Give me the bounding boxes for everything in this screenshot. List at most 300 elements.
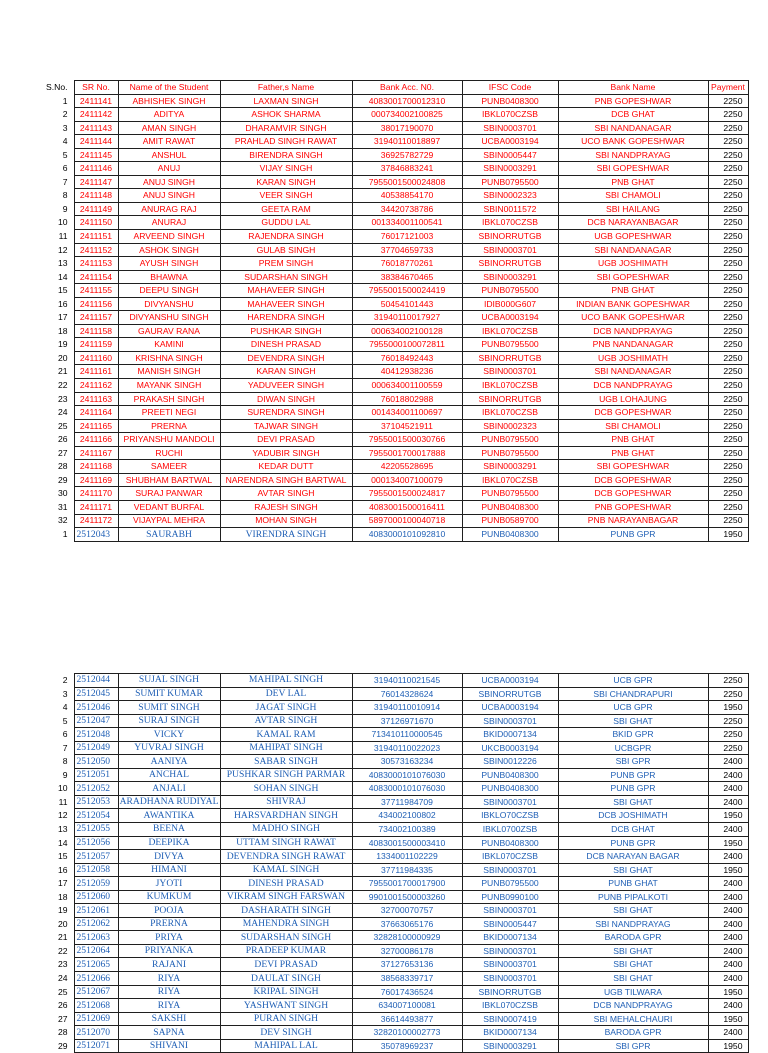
cell-sr-no: 2411146 (74, 162, 118, 176)
table-row (44, 809, 748, 823)
cell-father-name: LAXMAN SINGH (220, 94, 352, 108)
cell-bank-name: PUNB PIPALKOTI (558, 890, 708, 904)
cell-sr-no: 2512055 (74, 823, 118, 837)
cell-ifsc-code: IBKL070CZSB (462, 473, 558, 487)
cell-bank-name: PNB NANDANAGAR (558, 338, 708, 352)
table-row (44, 392, 748, 406)
cell-father-name: DINESH PRASAD (220, 338, 352, 352)
cell-payment: 2250 (708, 324, 748, 338)
table-row (44, 121, 748, 135)
cell-ifsc-code: BKID0007134 (462, 728, 558, 742)
student-payment-table-2 (44, 673, 749, 1053)
cell-student-name: KUMKUM (118, 890, 220, 904)
cell-ifsc-code: PUNB0408300 (462, 836, 558, 850)
cell-bank-account: 32820100002773 (352, 1026, 462, 1040)
cell-student-name: PRIYANSHU MANDOLI (118, 433, 220, 447)
cell-bank-name: PNB GOPESHWAR (558, 94, 708, 108)
cell-ifsc-code: SBINORRUTGB (462, 257, 558, 271)
cell-sr-no: 2411159 (74, 338, 118, 352)
cell-father-name: GUDDU LAL (220, 216, 352, 230)
cell-payment: 1950 (708, 985, 748, 999)
cell-payment: 2250 (708, 94, 748, 108)
cell-student-name: SURAJ SINGH (118, 714, 220, 728)
table-row (44, 351, 748, 365)
cell-father-name: AVTAR SINGH (220, 487, 352, 501)
cell-student-name: POOJA (118, 904, 220, 918)
table-row (44, 958, 748, 972)
cell-bank-name: DCB GHAT (558, 108, 708, 122)
cell-ifsc-code: SBIN0003291 (462, 460, 558, 474)
cell-father-name: SHIVRAJ (220, 795, 352, 809)
cell-bank-account: 36925782729 (352, 148, 462, 162)
cell-bank-name: UCB GPR (558, 701, 708, 715)
table-row (44, 338, 748, 352)
cell-payment: 2250 (708, 121, 748, 135)
table-row (44, 311, 748, 325)
cell-bank-name: SBI CHANDRAPURI (558, 687, 708, 701)
cell-payment: 1950 (708, 528, 748, 542)
cell-bank-account: 76018802988 (352, 392, 462, 406)
cell-sno: 14 (57, 271, 68, 282)
cell-father-name: DEVI PRASAD (220, 433, 352, 447)
table-row (44, 473, 748, 487)
table-row (44, 406, 748, 420)
cell-payment: 2400 (708, 999, 748, 1013)
cell-student-name: ARVEEND SINGH (118, 230, 220, 244)
cell-sr-no: 2411160 (74, 351, 118, 365)
cell-bank-name: SBI GPR (558, 1039, 708, 1053)
cell-bank-name: PUNB GPR (558, 836, 708, 850)
cell-sr-no: 2512049 (74, 741, 118, 755)
cell-ifsc-code: PUNB0795500 (462, 338, 558, 352)
cell-father-name: KRIPAL SINGH (220, 985, 352, 999)
cell-payment: 2400 (708, 890, 748, 904)
cell-student-name: VEDANT BURFAL (118, 500, 220, 514)
cell-sno: 8 (62, 756, 68, 767)
cell-sr-no: 2411169 (74, 473, 118, 487)
cell-bank-account: 7955001700017888 (352, 446, 462, 460)
cell-student-name: BEENA (118, 823, 220, 837)
cell-bank-account: 38568339717 (352, 972, 462, 986)
cell-bank-account: 434002100802 (352, 809, 462, 823)
cell-student-name: PREETI NEGI (118, 406, 220, 420)
cell-father-name: PRAHLAD SINGH RAWAT (220, 135, 352, 149)
cell-bank-account: 713410110000545 (352, 728, 462, 742)
cell-sno: 11 (58, 230, 68, 241)
table-row (44, 257, 748, 271)
cell-bank-name: PNB GHAT (558, 433, 708, 447)
cell-father-name: HARSVARDHAN SINGH (220, 809, 352, 823)
table-row (44, 135, 748, 149)
cell-bank-account: 38384670465 (352, 270, 462, 284)
cell-sno: 17 (57, 312, 68, 323)
cell-student-name: DIVYA (118, 850, 220, 864)
cell-sr-no: 2512061 (74, 904, 118, 918)
table-row (44, 714, 748, 728)
cell-bank-account: 42205528695 (352, 460, 462, 474)
cell-payment: 2250 (708, 487, 748, 501)
cell-sr-no: 2411165 (74, 419, 118, 433)
table-row (44, 487, 748, 501)
cell-payment: 2250 (708, 514, 748, 528)
cell-sno: 25 (57, 420, 68, 431)
cell-student-name: MANISH SINGH (118, 365, 220, 379)
cell-bank-account: 4083000101076030 (352, 768, 462, 782)
cell-payment: 2250 (708, 148, 748, 162)
cell-payment: 2250 (708, 473, 748, 487)
table-row (44, 365, 748, 379)
table-row (44, 904, 748, 918)
cell-bank-account: 1334001102229 (352, 850, 462, 864)
cell-father-name: DASHARATH SINGH (220, 904, 352, 918)
cell-student-name: ANUJ (118, 162, 220, 176)
cell-bank-account: 31940110021545 (352, 674, 462, 688)
cell-sr-no: 2512051 (74, 768, 118, 782)
cell-student-name: ANUJ SINGH (118, 189, 220, 203)
cell-payment: 2400 (708, 904, 748, 918)
cell-bank-name: DCB NANDPRAYAG (558, 999, 708, 1013)
cell-ifsc-code: SBIN0011572 (462, 202, 558, 216)
cell-bank-name: PNB GHAT (558, 446, 708, 460)
cell-sno: 19 (57, 339, 68, 350)
cell-sr-no: 2512066 (74, 972, 118, 986)
cell-payment: 1950 (708, 809, 748, 823)
cell-sr-no: 2512043 (74, 528, 118, 542)
cell-ifsc-code: PUNB0990100 (462, 890, 558, 904)
cell-sr-no: 2512052 (74, 782, 118, 796)
cell-father-name: DEVENDRA SINGH (220, 351, 352, 365)
cell-ifsc-code: SBIN0003701 (462, 243, 558, 257)
cell-payment: 2400 (708, 958, 748, 972)
cell-father-name: BIRENDRA SINGH (220, 148, 352, 162)
cell-father-name: VIRENDRA SINGH (220, 528, 352, 542)
cell-ifsc-code: UCBA0003194 (462, 135, 558, 149)
cell-bank-account: 4083000101092810 (352, 528, 462, 542)
cell-father-name: HARENDRA SINGH (220, 311, 352, 325)
cell-sno: 22 (57, 380, 68, 390)
cell-payment: 2250 (708, 741, 748, 755)
cell-ifsc-code: SBIN0007419 (462, 1012, 558, 1026)
cell-sr-no: 2411171 (74, 500, 118, 514)
cell-student-name: KAMINI (118, 338, 220, 352)
cell-father-name: MADHO SINGH (220, 823, 352, 837)
cell-ifsc-code: UCBA0003194 (462, 311, 558, 325)
cell-payment: 2250 (708, 365, 748, 379)
cell-father-name: SOHAN SINGH (220, 782, 352, 796)
cell-sr-no: 2512044 (74, 674, 118, 688)
cell-sno: 9 (62, 769, 68, 780)
cell-bank-account: 50454101443 (352, 297, 462, 311)
cell-student-name: ADITYA (118, 108, 220, 122)
cell-bank-account: 37711984709 (352, 795, 462, 809)
cell-sno: 10 (57, 783, 68, 794)
cell-bank-account: 734002100389 (352, 823, 462, 837)
cell-ifsc-code: SBIN0003701 (462, 365, 558, 379)
cell-bank-name: SBI CHAMOLI (558, 189, 708, 203)
cell-payment: 2250 (708, 216, 748, 230)
cell-student-name: ANSHUL (118, 148, 220, 162)
cell-bank-name: BARODA GPR (558, 931, 708, 945)
cell-sno: 4 (62, 702, 68, 713)
cell-payment: 2400 (708, 755, 748, 769)
table-row (44, 175, 748, 189)
cell-sr-no: 2512059 (74, 877, 118, 891)
cell-payment: 1950 (708, 1012, 748, 1026)
cell-sr-no: 2512064 (74, 944, 118, 958)
cell-father-name: MAHAVEER SINGH (220, 284, 352, 298)
table-row (44, 877, 748, 891)
cell-father-name: DIWAN SINGH (220, 392, 352, 406)
cell-sno: 25 (57, 986, 68, 997)
cell-bank-name: PUNB GPR (558, 528, 708, 542)
header-payment: Payment (708, 81, 748, 95)
cell-bank-name: DCB JOSHIMATH (558, 809, 708, 823)
table-row (44, 284, 748, 298)
cell-sno: 24 (57, 407, 68, 418)
cell-sno: 17 (57, 878, 68, 889)
cell-payment: 2250 (708, 202, 748, 216)
cell-ifsc-code: SBIN0003701 (462, 972, 558, 986)
cell-ifsc-code: SBIN0003291 (462, 270, 558, 284)
cell-bank-account: 4083001500016411 (352, 500, 462, 514)
cell-sno: 3 (62, 688, 68, 699)
cell-ifsc-code: IBKL070CZSB (462, 379, 558, 393)
cell-father-name: VIJAY SINGH (220, 162, 352, 176)
cell-sr-no: 2411154 (74, 270, 118, 284)
cell-student-name: PRERNA (118, 917, 220, 931)
cell-bank-account: 40538854170 (352, 189, 462, 203)
cell-payment: 2400 (708, 917, 748, 931)
cell-student-name: DEEPIKA (118, 836, 220, 850)
cell-bank-name: DCB GOPESHWAR (558, 406, 708, 420)
table-row (44, 514, 748, 528)
cell-student-name: SAMEER (118, 460, 220, 474)
cell-sno: 29 (57, 474, 68, 485)
cell-bank-account: 5897000100040718 (352, 514, 462, 528)
cell-student-name: ABHISHEK SINGH (118, 94, 220, 108)
table-row (44, 972, 748, 986)
cell-sr-no: 2512065 (74, 958, 118, 972)
cell-sno: 13 (57, 823, 68, 834)
cell-ifsc-code: IBKL0700ZSB (462, 823, 558, 837)
cell-bank-name: SBI GHAT (558, 714, 708, 728)
table-row (44, 528, 748, 542)
cell-student-name: SAURABH (118, 528, 220, 542)
cell-sr-no: 2512050 (74, 755, 118, 769)
cell-ifsc-code: SBIN0003701 (462, 944, 558, 958)
cell-sno: 2 (62, 674, 68, 685)
cell-bank-name: SBI GOPESHWAR (558, 270, 708, 284)
cell-father-name: KAMAL RAM (220, 728, 352, 742)
cell-sno: 4 (62, 136, 68, 147)
cell-payment: 1950 (708, 701, 748, 715)
table-row (44, 379, 748, 393)
cell-father-name: MAHIPAT SINGH (220, 741, 352, 755)
cell-sno: 28 (57, 1027, 68, 1038)
cell-sr-no: 2411162 (74, 379, 118, 393)
table-row (44, 823, 748, 837)
cell-payment: 2400 (708, 850, 748, 864)
cell-bank-name: PNB GHAT (558, 175, 708, 189)
cell-father-name: JAGAT SINGH (220, 701, 352, 715)
cell-ifsc-code: PUNB0408300 (462, 768, 558, 782)
cell-father-name: YADUBIR SINGH (220, 446, 352, 460)
cell-bank-account: 37663065176 (352, 917, 462, 931)
cell-bank-account: 7955001500030766 (352, 433, 462, 447)
cell-sno: 23 (57, 959, 68, 970)
table-row (44, 148, 748, 162)
table-row (44, 324, 748, 338)
cell-sr-no: 2512070 (74, 1026, 118, 1040)
cell-payment: 2400 (708, 768, 748, 782)
cell-ifsc-code: SBIN0002323 (462, 419, 558, 433)
cell-sno: 26 (57, 434, 68, 445)
cell-ifsc-code: SBINORRUTGB (462, 687, 558, 701)
cell-bank-name: PUNB GPR (558, 768, 708, 782)
cell-sr-no: 2411148 (74, 189, 118, 203)
cell-sr-no: 2411170 (74, 487, 118, 501)
cell-ifsc-code: SBIN0003701 (462, 958, 558, 972)
cell-bank-name: SBI NANDANAGAR (558, 243, 708, 257)
cell-payment: 2250 (708, 338, 748, 352)
cell-bank-account: 31940110017927 (352, 311, 462, 325)
cell-bank-name: SBI GOPESHWAR (558, 162, 708, 176)
cell-ifsc-code: IBKLO70CZSB (462, 809, 558, 823)
cell-sr-no: 2512053 (74, 795, 118, 809)
cell-sno: 23 (57, 393, 68, 404)
cell-bank-name: UCO BANK GOPESHWAR (558, 135, 708, 149)
table-row (44, 863, 748, 877)
cell-sno: 28 (57, 461, 68, 472)
cell-student-name: VICKY (118, 728, 220, 742)
cell-sr-no: 2512068 (74, 999, 118, 1013)
cell-sno: 26 (57, 1000, 68, 1011)
cell-father-name: DEVI PRASAD (220, 958, 352, 972)
cell-father-name: NARENDRA SINGH BARTWAL (220, 473, 352, 487)
cell-sno: 16 (57, 864, 68, 875)
cell-student-name: SHIVANI (118, 1039, 220, 1053)
cell-father-name: MAHIPAL LAL (220, 1039, 352, 1053)
cell-sno: 15 (57, 851, 68, 862)
cell-father-name: TAJWAR SINGH (220, 419, 352, 433)
cell-sno: 10 (57, 217, 68, 228)
cell-sno: 20 (57, 918, 68, 929)
cell-ifsc-code: PUNB0795500 (462, 446, 558, 460)
cell-sno: 3 (62, 122, 68, 133)
cell-payment: 2250 (708, 500, 748, 514)
cell-student-name: SAKSHI (118, 1012, 220, 1026)
cell-student-name: AYUSH SINGH (118, 257, 220, 271)
cell-ifsc-code: SBIN0002323 (462, 189, 558, 203)
cell-sno: 16 (57, 298, 68, 309)
cell-father-name: KARAN SINGH (220, 175, 352, 189)
table-row (44, 687, 748, 701)
cell-payment: 2400 (708, 795, 748, 809)
cell-sno: 14 (57, 837, 68, 848)
cell-bank-name: SBI HAILANG (558, 202, 708, 216)
cell-ifsc-code: SBIN0012226 (462, 755, 558, 769)
cell-bank-name: DCB NANDPRAYAG (558, 324, 708, 338)
cell-father-name: MAHENDRA SINGH (220, 917, 352, 931)
cell-sr-no: 2411161 (74, 365, 118, 379)
cell-payment: 2400 (708, 972, 748, 986)
cell-father-name: RAJENDRA SINGH (220, 230, 352, 244)
cell-bank-name: UGB JOSHIMATH (558, 351, 708, 365)
cell-bank-account: 37127653136 (352, 958, 462, 972)
table-row (44, 728, 748, 742)
cell-bank-name: SBI GPR (558, 755, 708, 769)
cell-sno: 21 (57, 932, 68, 943)
cell-ifsc-code: PUNB0795500 (462, 877, 558, 891)
cell-ifsc-code: PUNB0795500 (462, 433, 558, 447)
cell-sno: 12 (57, 810, 68, 821)
cell-sr-no: 2411152 (74, 243, 118, 257)
cell-bank-name: SBI MEHALCHAURI (558, 1012, 708, 1026)
cell-father-name: PUSHKAR SINGH (220, 324, 352, 338)
cell-bank-name: SBI GHAT (558, 795, 708, 809)
cell-bank-account: 34420738786 (352, 202, 462, 216)
table-row (44, 944, 748, 958)
cell-student-name: ANUJ SINGH (118, 175, 220, 189)
cell-ifsc-code: BKID0007134 (462, 1026, 558, 1040)
cell-ifsc-code: PUNB0408300 (462, 500, 558, 514)
cell-bank-account: 37704659733 (352, 243, 462, 257)
cell-payment: 2400 (708, 823, 748, 837)
table-row (44, 836, 748, 850)
cell-sr-no: 2411145 (74, 148, 118, 162)
cell-student-name: RIYA (118, 985, 220, 999)
cell-father-name: SABAR SINGH (220, 755, 352, 769)
table-2-body (44, 674, 748, 1053)
cell-sno: 21 (57, 366, 68, 377)
cell-student-name: VIJAYPAL MEHRA (118, 514, 220, 528)
cell-student-name: GAURAV RANA (118, 324, 220, 338)
cell-payment: 2250 (708, 135, 748, 149)
cell-bank-account: 36614493877 (352, 1012, 462, 1026)
cell-father-name: VEER SINGH (220, 189, 352, 203)
table-row (44, 985, 748, 999)
cell-student-name: RUCHI (118, 446, 220, 460)
table-row (44, 94, 748, 108)
cell-payment: 1950 (708, 1039, 748, 1053)
cell-sno: 30 (57, 488, 68, 499)
cell-bank-account: 32700086178 (352, 944, 462, 958)
cell-father-name: DEVENDRA SINGH RAWAT (220, 850, 352, 864)
cell-payment: 2400 (708, 944, 748, 958)
cell-payment: 2250 (708, 674, 748, 688)
cell-sr-no: 2512048 (74, 728, 118, 742)
cell-bank-name: UCO BANK GOPESHWAR (558, 311, 708, 325)
table-row (44, 999, 748, 1013)
cell-sr-no: 2411158 (74, 324, 118, 338)
cell-sno: 27 (57, 1013, 68, 1024)
table-row (44, 931, 748, 945)
cell-ifsc-code: UCBA0003194 (462, 701, 558, 715)
cell-sr-no: 2411151 (74, 230, 118, 244)
cell-ifsc-code: IBKL070CZSB (462, 999, 558, 1013)
cell-bank-account: 4083001700012310 (352, 94, 462, 108)
cell-ifsc-code: SBINORRUTGB (462, 985, 558, 999)
cell-sno: 6 (62, 163, 68, 174)
cell-ifsc-code: IBKL070CZSB (462, 108, 558, 122)
cell-student-name: PRIYANKA (118, 944, 220, 958)
cell-payment: 2250 (708, 687, 748, 701)
cell-student-name: KRISHNA SINGH (118, 351, 220, 365)
cell-father-name: PRADEEP KUMAR (220, 944, 352, 958)
cell-bank-name: DCB GOPESHWAR (558, 473, 708, 487)
cell-bank-name: SBI NANDANAGAR (558, 121, 708, 135)
cell-father-name: MAHIPAL SINGH (220, 674, 352, 688)
